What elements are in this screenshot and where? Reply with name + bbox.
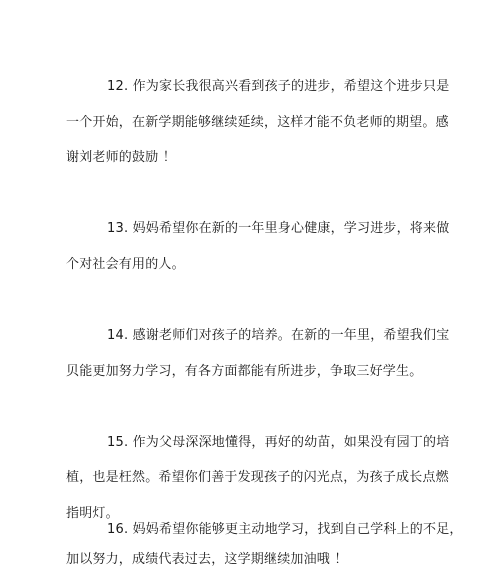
paragraph-12-line-1: 12. 作为家长我很高兴看到孩子的进步，希望这个进步只是 bbox=[107, 79, 450, 94]
paragraph-15-line-2: 植，也是枉然。希望你们善于发现孩子的闪光点，为孩子成长点燃 bbox=[66, 470, 449, 485]
paragraph-13-line-2: 个对社会有用的人。 bbox=[66, 257, 185, 272]
paragraph-15-line-1: 15. 作为父母深深地懂得，再好的幼苗，如果没有园丁的培 bbox=[107, 435, 450, 450]
paragraph-12-line-3: 谢刘老师的鼓励 ！ bbox=[66, 150, 176, 165]
paragraph-15-line-3: 指明灯。 bbox=[66, 506, 119, 521]
paragraph-16-line-1: 16. 妈妈希望你能够更主动地学习，找到自己学科上的不足， bbox=[107, 522, 463, 537]
paragraph-16-line-2: 加以努力，成绩代表过去，这学期继续加油哦 ！ bbox=[66, 552, 348, 567]
paragraph-13-line-1: 13. 妈妈希望你在新的一年里身心健康，学习进步，将来做 bbox=[107, 221, 450, 236]
paragraph-14-line-1: 14. 感谢老师们对孩子的培养。在新的一年里，希望我们宝 bbox=[107, 328, 450, 343]
paragraph-14-line-2: 贝能更加努力学习，有各方面都能有所进步，争取三好学生。 bbox=[66, 364, 423, 379]
paragraph-12-line-2: 一个开始，在新学期能够继续延续，这样才能不负老师的期望。感 bbox=[66, 115, 449, 130]
